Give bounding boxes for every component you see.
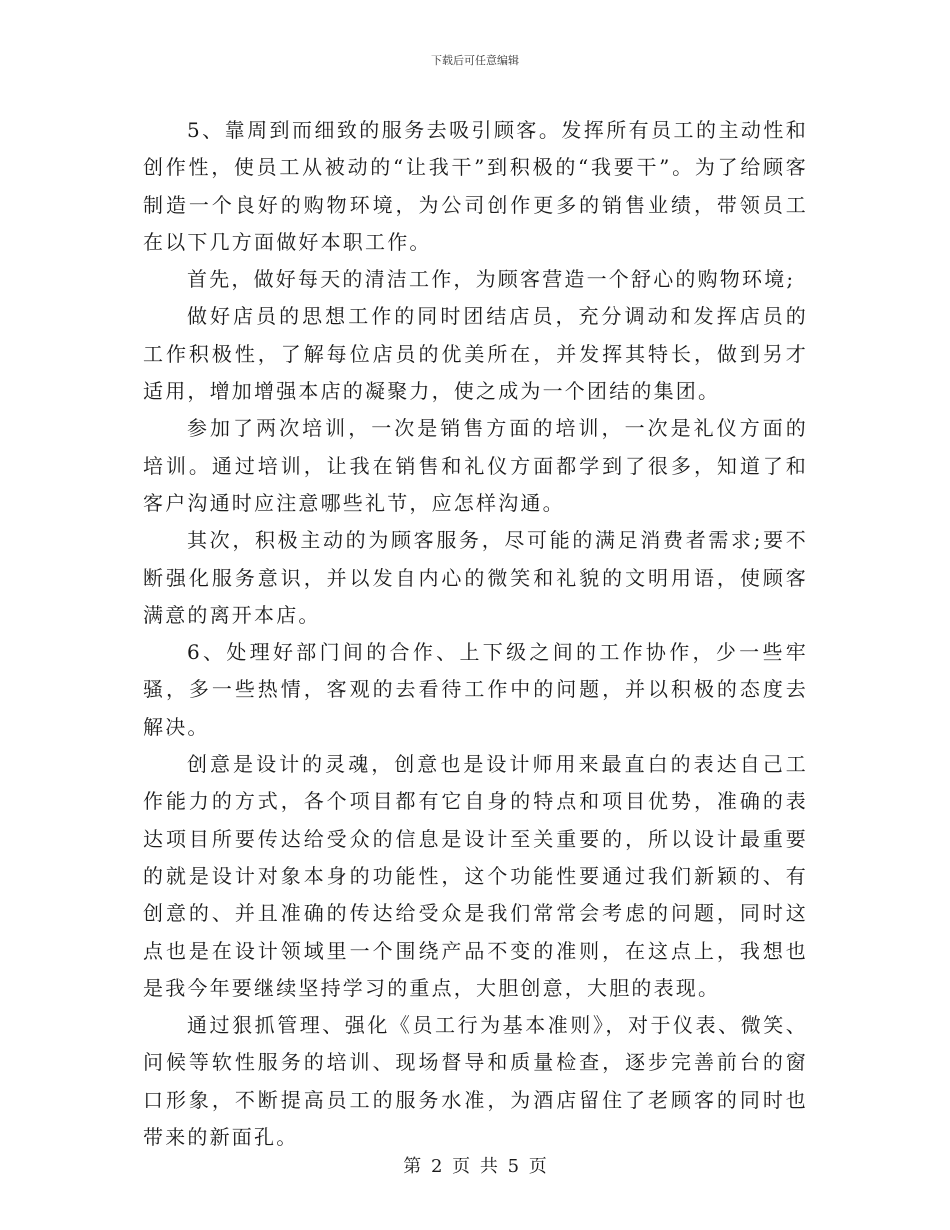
document-body: [143, 112, 808, 1156]
paragraph: 参加了两次培训，一次是销售方面的培训，一次是礼仪方面的培训。通过培训，让我在销售和礼仪方面都学到了很多，知道了和客户沟通时应注意哪些礼节，应怎样沟通。: [143, 416, 808, 515]
paragraph: 5、靠周到而细致的服务去吸引顾客。发挥所有员工的主动性和创作性，使员工从被动的“让我干”到积极的“我要干”。为了给顾客制造一个良好的购物环境，为公司创作更多的销售业绩，带领员工在以下几方面做好本职工作。: [143, 118, 808, 254]
paragraph: 6、处理好部门间的合作、上下级之间的工作协作，少一些牢骚，多一些热情，客观的去看待工作中的问题，并以积极的态度去解决。: [143, 640, 808, 739]
paragraph: 通过狠抓管理、强化《员工行为基本准则》，对于仪表、微笑、问候等软性服务的培训、现场督导和质量检查，逐步完善前台的窗口形象，不断提高员工的服务水准，为酒店留住了老顾客的同时也带来的新面孔。: [143, 1013, 808, 1150]
page-footer: 第 2 页 共 5 页: [403, 1156, 547, 1177]
paragraph: 做好店员的思想工作的同时团结店员，充分调动和发挥店员的工作积极性，了解每位店员的优美所在，并发挥其特长，做到另才适用，增加增强本店的凝聚力，使之成为一个团结的集团。: [143, 304, 808, 404]
page-header: 下载后可任意编辑: [431, 54, 519, 67]
paragraph: 其次，积极主动的为顾客服务，尽可能的满足消费者需求;要不断强化服务意识，并以发自内心的微笑和礼貌的文明用语，使顾客满意的离开本店。: [143, 528, 808, 627]
paragraph: 创意是设计的灵魂，创意也是设计师用来最直白的表达自己工作能力的方式，各个项目都有它自身的特点和项目优势，准确的表达项目所要传达给受众的信息是设计至关重要的，所以设计最重要的就是设计对象本身的功能性，这个功能性要通过我们新颖的、有创意的、并且准确的传达给受众是我们常常会考虑的问题，同时这点也是在设计领域里一个围绕产品不变的准则，在这点上，我想也是我今年要继续坚持学习的重点，大胆创意，大胆的表现。: [143, 752, 808, 1000]
paragraph: 首先，做好每天的清洁工作，为顾客营造一个舒心的购物环境;: [187, 267, 796, 292]
